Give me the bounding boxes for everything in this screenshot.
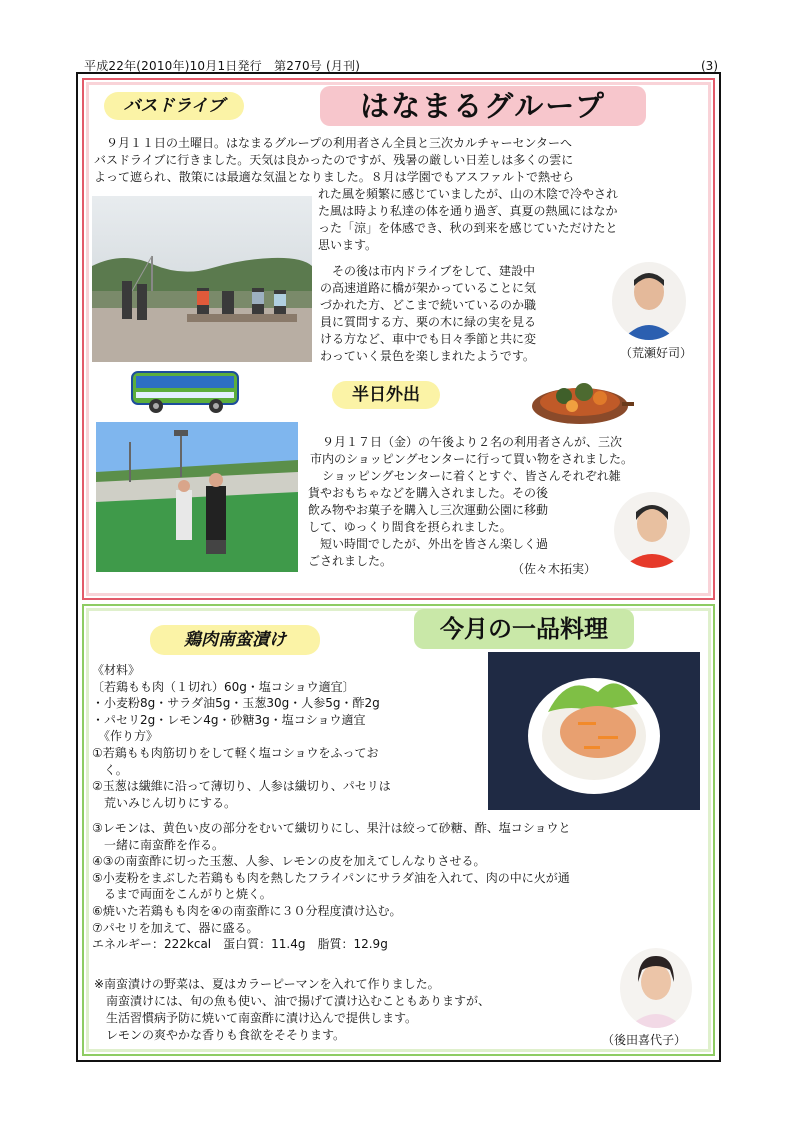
text-line: 〔若鶏もも肉（１切れ）60g・塩コショウ適宜〕 [92,679,355,694]
text-line: 一緒に南蛮酢を作る。 [92,837,225,852]
half-day-paragraph-b [308,485,548,570]
text-line: った「涼」を体感でき、秋の到来を感じていただけたと [318,221,618,235]
text-line: 貨やおもちゃなどを購入されました。その後 [308,486,549,500]
text-line: るまで両面をこんがりと焼く。 [92,887,272,902]
signature-ushiroda: （後田喜代子） [602,1033,687,1047]
bus-drive-paragraph-2 [320,263,536,365]
text-line: して、ゆっくり間食を摂られました。 [308,520,512,534]
text-line: その後は市内ドライブをして、建設中 [320,264,536,278]
text-line: エネルギー：222kcal 蛋白質：11.4g 脂質：12.9g [92,937,388,952]
text-line: ⑦パセリを加えて、器に盛る。 [92,920,259,935]
text-line: 《作り方》 [92,729,159,744]
bus-icon [128,366,244,416]
text-line: ④③の南蛮酢に切った玉葱、人参、レモンの皮を加えてしんなりさせる。 [92,854,486,869]
food-pan-icon [524,372,636,430]
signature-sasaki: （佐々木拓実） [512,562,597,576]
text-line: た風は時より私達の体を通り過ぎ、真夏の熱風にはなか [318,204,618,218]
text-line: ⑤小麦粉をまぶした若鶏もも肉を熱したフライパンにサラダ油を入れて、肉の中に火が通 [92,870,570,885]
group-photo [92,196,312,362]
text-line: れた風を頻繁に感じていましたが、山の木陰で冷やされ [318,187,619,201]
author-portrait-ushiroda [620,948,692,1028]
text-line: 荒いみじん切りにする。 [92,795,237,810]
text-line: ⑥焼いた若鶏もも肉を④の南蛮酢に３０分程度漬け込む。 [92,903,402,918]
text-line: 飲み物やお菓子を購入し三次運動公園に移動 [308,503,549,517]
bus-drive-paragraph-wrap [318,186,618,254]
bus-drive-paragraph-intro [94,135,574,186]
signature-arase: （荒瀬好司） [620,346,693,360]
text-line: ショッピングセンターに着くとすぐ、皆さんそれぞれ雑 [310,469,621,483]
recipe-note [94,976,490,1044]
publication-info: 平成22年(2010年)10月1日発行 第270号 (月刊) [84,59,361,73]
text-line: 思います。 [318,238,378,252]
dish-name-label: 鶏肉南蛮漬け [150,625,320,655]
text-line: 員に質問する方、栗の木に緑の実を見る [320,315,537,329]
stadium-photo [96,422,298,572]
text-line: づかれた方、どこまで続いているのか職 [320,298,537,312]
text-line: バスドライブに行きました。天気は良かったのですが、残暑の厳しい日差しは多くの雲に [94,153,574,167]
recipe-steps-continued [92,820,571,953]
page-number: (3) [701,59,718,73]
half-day-outing-label: 半日外出 [332,381,440,409]
text-line: 生活習慣病予防に焼いて南蛮酢に漬け込んで提供します。 [94,1011,418,1025]
text-line: ごされました。 [308,554,393,568]
recipe-ingredients-steps [92,662,391,811]
text-line: ※南蛮漬けの野菜は、夏はカラーピーマンを入れて作りました。 [94,977,440,991]
text-line: ③レモンは、黄色い皮の部分をむいて繊切りにし、果汁は絞って砂糖、酢、塩コショウと [92,821,571,835]
author-portrait-arase [612,262,686,340]
text-line: 市内のショッピングセンターに行って買い物をされました。 [310,452,634,466]
text-line: 《材料》 [92,663,141,677]
text-line: ・小麦粉8g・サラダ油5g・玉葱30g・人参5g・酢2g [92,696,380,711]
text-line: の高速道路に橋が架かっていることに気 [320,281,537,295]
text-line: 短い時間でしたが、外出を皆さん楽しく過 [308,537,549,551]
text-line: 南蛮漬けには、旬の魚も使い、油で揚げて漬け込むこともありますが、 [94,994,491,1008]
text-line: ９月１１日の土曜日。はなまるグループの利用者さん全員と三次カルチャーセンターへ [94,136,572,150]
dish-photo [488,652,700,810]
text-line: ９月１７日（金）の午後より２名の利用者さんが、三次 [310,435,623,449]
monthly-dish-title: 今月の一品料理 [414,609,634,649]
text-line: レモンの爽やかな香りも食欲をそそります。 [94,1028,346,1042]
text-line: ・パセリ2g・レモン4g・砂糖3g・塩コショウ適宜 [92,712,366,727]
text-line: よって遮られ、散策には最適な気温となりました。８月は学園でもアスファルトで熱せら [94,170,575,184]
group-title: はなまるグループ [320,86,646,126]
text-line: く。 [92,762,128,777]
bus-drive-label: バスドライブ [104,92,244,120]
text-line: ける方など、車中でも日々季節と共に変 [320,332,537,346]
author-portrait-sasaki [614,492,690,568]
text-line: ①若鶏もも肉筋切りをして軽く塩コショウをふってお [92,745,379,760]
text-line: ②玉葱は繊維に沿って薄切り、人参は繊切り、パセリは [92,779,391,794]
text-line: わっていく景色を楽しまれたようです。 [320,349,535,363]
half-day-paragraph-a [310,434,633,485]
